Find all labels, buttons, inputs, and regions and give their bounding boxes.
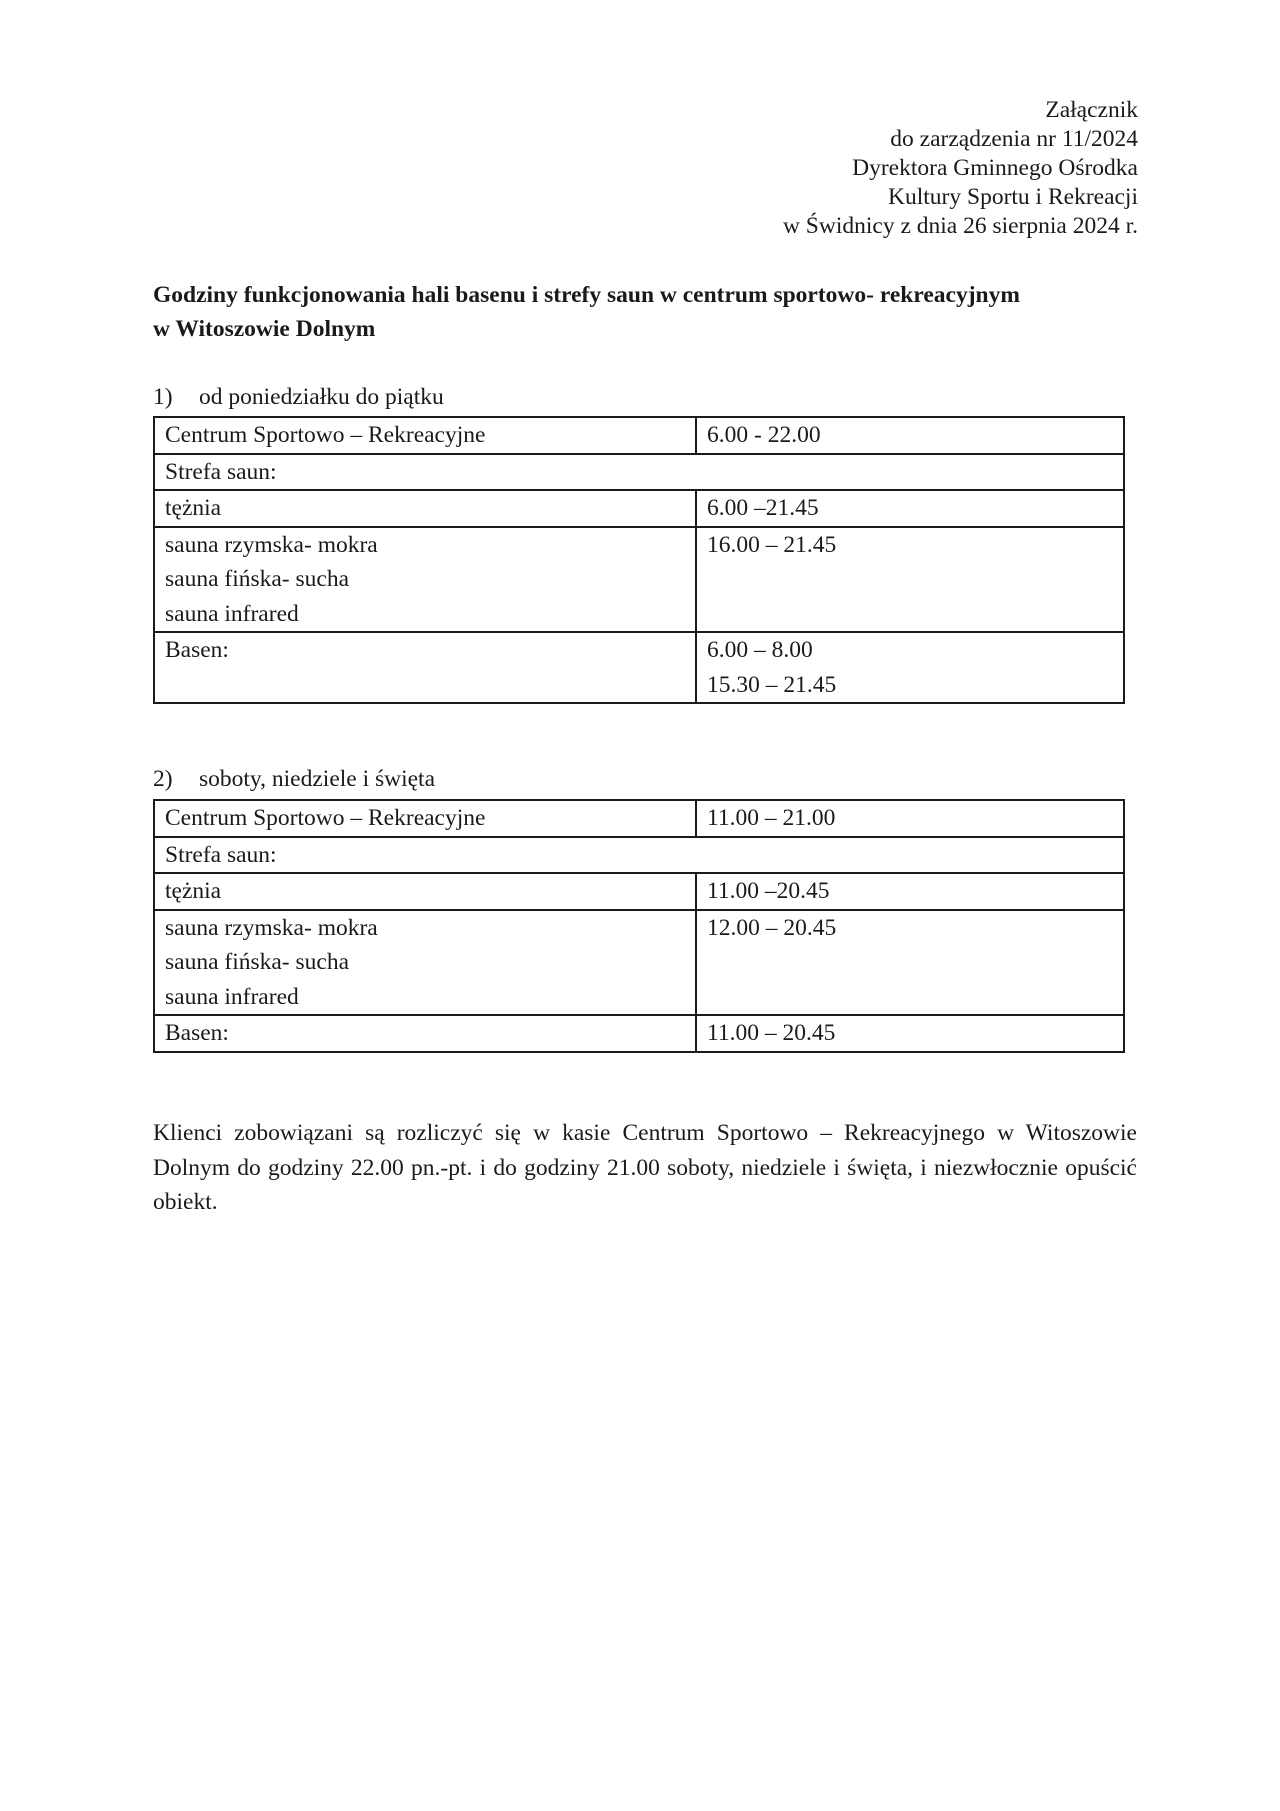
attachment-header xyxy=(783,96,1138,241)
weekend-hours-table xyxy=(153,799,1125,1053)
hours-cell xyxy=(696,417,1124,454)
table-row xyxy=(154,490,1124,527)
table-row xyxy=(154,800,1124,837)
hours-value: 12.00 – 20.45 xyxy=(707,914,837,941)
table-row xyxy=(154,632,1124,703)
facility-name: tężnia xyxy=(165,495,222,521)
weekday-hours-table xyxy=(153,416,1125,704)
hours-cell xyxy=(696,800,1124,837)
hours-cell xyxy=(696,527,1124,633)
section-1-heading xyxy=(153,382,444,412)
group-header-cell xyxy=(154,454,1124,491)
facility-name-cell xyxy=(154,1015,696,1052)
facility-name: sauna infrared xyxy=(165,983,299,1010)
hours-cell xyxy=(696,910,1124,1016)
hours-cell xyxy=(696,632,1124,703)
table-row xyxy=(154,910,1124,1016)
group-header: Strefa saun: xyxy=(165,841,277,868)
facility-name-cell xyxy=(154,527,696,633)
facility-name-cell xyxy=(154,417,696,454)
table-row xyxy=(154,527,1124,633)
group-header-cell xyxy=(154,837,1124,874)
facility-name-cell xyxy=(154,873,696,910)
hours-value: 11.00 – 21.00 xyxy=(707,805,836,831)
header-line: Załącznik xyxy=(1045,97,1138,123)
section-2-heading xyxy=(153,764,435,794)
table-row xyxy=(154,1015,1124,1052)
section-2-label: soboty, niedziele i święta xyxy=(199,766,436,792)
facility-name: tężnia xyxy=(165,878,222,904)
title-line-2: w Witoszowie Dolnym xyxy=(153,316,376,342)
section-1-label: od poniedziałku do piątku xyxy=(199,384,444,410)
section-2-number: 2) xyxy=(153,766,173,792)
facility-name: sauna infrared xyxy=(165,600,299,627)
hours-value: 11.00 – 20.45 xyxy=(707,1020,836,1046)
hours-value: 11.00 –20.45 xyxy=(707,878,830,904)
facility-name-cell xyxy=(154,910,696,1016)
document-title xyxy=(153,278,1143,346)
table-row xyxy=(154,454,1124,491)
hours-value: 6.00 – 8.00 xyxy=(707,637,813,663)
facility-name: sauna fińska- sucha xyxy=(165,566,350,592)
facility-name: sauna rzymska- mokra xyxy=(165,914,378,941)
hours-value: 15.30 – 21.45 xyxy=(707,671,837,698)
header-line: Dyrektora Gminnego Ośrodka xyxy=(852,155,1138,181)
facility-name: sauna fińska- sucha xyxy=(165,949,350,975)
facility-name: Basen: xyxy=(165,1020,229,1046)
hours-cell xyxy=(696,1015,1124,1052)
hours-value: 6.00 –21.45 xyxy=(707,495,819,521)
header-line: w Świdnicy z dnia 26 sierpnia 2024 r. xyxy=(782,213,1138,239)
facility-name: Basen: xyxy=(165,637,229,663)
header-line: do zarządzenia nr 11/2024 xyxy=(890,126,1138,152)
hours-cell xyxy=(696,490,1124,527)
facility-name: sauna rzymska- mokra xyxy=(165,531,378,558)
hours-value: 6.00 - 22.00 xyxy=(707,422,821,448)
facility-name-cell xyxy=(154,632,696,703)
hours-value: 16.00 – 21.45 xyxy=(707,531,837,558)
facility-name-cell xyxy=(154,800,696,837)
facility-name: Centrum Sportowo – Rekreacyjne xyxy=(165,805,486,831)
table-row xyxy=(154,873,1124,910)
table-row xyxy=(154,417,1124,454)
section-1-number: 1) xyxy=(153,384,173,410)
facility-name-cell xyxy=(154,490,696,527)
table-row xyxy=(154,837,1124,874)
title-line-1: Godziny funkcjonowania hali basenu i strefy saun w centrum sportowo- rekreacyjnym xyxy=(153,282,1020,308)
hours-cell xyxy=(696,873,1124,910)
closing-note: Klienci zobowiązani są rozliczyć się w kasie Centrum Sportowo – Rekreacyjnego w Witoszowie Dolnym do godziny 22.00 pn.-pt. i do godziny 21.00 soboty, niedziele i święta, i niezwłocznie opuścić obiekt. xyxy=(153,1120,1137,1215)
header-line: Kultury Sportu i Rekreacji xyxy=(888,184,1138,210)
group-header: Strefa saun: xyxy=(165,458,277,485)
facility-name: Centrum Sportowo – Rekreacyjne xyxy=(165,422,486,448)
